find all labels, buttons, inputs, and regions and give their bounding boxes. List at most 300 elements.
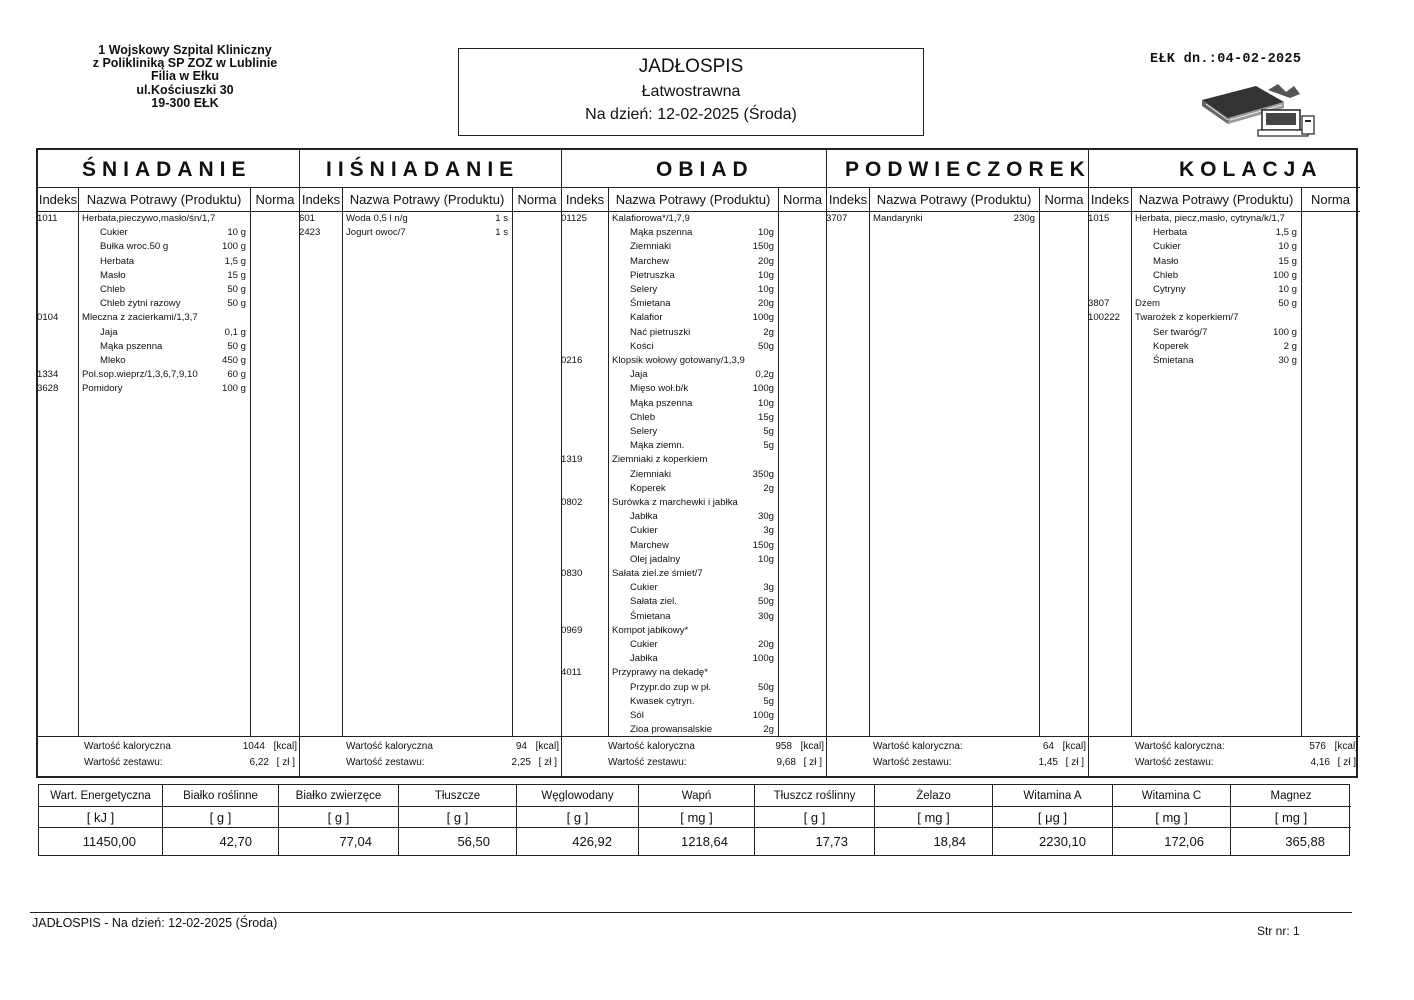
column-headers	[827, 188, 1088, 212]
diet-name: Łatwostrawna	[641, 83, 741, 100]
item-norm: 2 g	[1283, 340, 1297, 352]
item-index: 0830	[561, 568, 583, 579]
kcal-unit: [kcal]	[800, 741, 824, 752]
list-item	[562, 652, 826, 666]
meal-items	[562, 212, 826, 736]
list-item	[1089, 326, 1360, 340]
meal-column	[1089, 150, 1360, 776]
item-name: Herbata	[1153, 227, 1188, 239]
item-norm: 50g	[757, 340, 774, 352]
name-header: Nazwa Potrawy (Produktu)	[86, 192, 242, 207]
nutrient-column	[39, 785, 163, 855]
item-norm: 15g	[757, 411, 774, 423]
item-index: 0104	[37, 312, 59, 324]
item-name: Sałata ziel.ze śmiet/7	[612, 568, 703, 579]
nutrient-label: Białko zwierzęce	[279, 785, 398, 807]
item-norm: 100 g	[221, 383, 246, 395]
list-item	[38, 297, 299, 311]
item-name: Pol.sop.wieprz/1,3,6,7,9,10	[82, 369, 198, 381]
item-norm: 2g	[763, 326, 774, 338]
item-norm: 100g	[752, 312, 774, 324]
item-norm: 5g	[763, 426, 774, 437]
nutrient-column	[517, 785, 639, 855]
list-item	[1089, 340, 1360, 354]
item-name: Bułka wroc.50 g	[100, 241, 169, 253]
cost-unit: [ zł ]	[276, 757, 295, 768]
item-norm: 50g	[757, 681, 774, 693]
name-header: Nazwa Potrawy (Produktu)	[1138, 192, 1294, 207]
list-item	[38, 255, 299, 269]
list-item	[562, 681, 826, 695]
list-item	[562, 524, 826, 538]
item-name: Dżem	[1135, 298, 1161, 310]
list-item	[562, 666, 826, 680]
item-norm: 100g	[752, 710, 774, 721]
nutrient-unit: [ g ]	[279, 807, 398, 828]
list-item	[1089, 240, 1360, 254]
nutrient-value: 172,06	[1164, 834, 1204, 849]
norm-header: Norma	[1310, 192, 1350, 207]
kcal-unit: [kcal]	[1334, 741, 1358, 752]
item-name: Koperek	[630, 482, 666, 494]
nutrient-label: Wapń	[639, 785, 754, 807]
item-name: Chleb	[1153, 269, 1179, 281]
cost-unit: [ zł ]	[538, 757, 557, 768]
menu-table	[36, 148, 1358, 778]
item-index: 0216	[561, 355, 583, 366]
nutrient-column	[163, 785, 279, 855]
item-norm: 50 g	[1278, 298, 1297, 310]
institution-line: z Polikliniką SP ZOZ w Lublinie	[92, 56, 278, 71]
meal-items	[38, 212, 299, 736]
cost-label: Wartość zestawu:	[346, 757, 425, 768]
item-name: Jogurt owoc/7	[346, 227, 406, 239]
nutrient-unit: [ mg ]	[1113, 807, 1230, 828]
institution-line: Filia w Ełku	[150, 69, 220, 84]
item-norm: 1 s	[495, 227, 508, 239]
item-name: Cukier	[630, 639, 658, 650]
cost-label: Wartość zestawu:	[608, 757, 687, 768]
nutrient-label: Wart. Energetyczna	[39, 785, 162, 807]
item-name: Sałata ziel.	[630, 596, 677, 608]
item-norm: 1,5 g	[224, 255, 246, 267]
column-headers	[562, 188, 826, 212]
item-name: Ziemniaki	[630, 468, 672, 480]
nutrient-unit: [ g ]	[399, 807, 516, 828]
item-norm: 10g	[757, 227, 774, 239]
cost-unit: [ zł ]	[1337, 757, 1356, 768]
list-item	[38, 382, 299, 396]
nutrient-value: 1218,64	[681, 834, 728, 849]
item-name: Herbata,pieczywo,masło/śn/1,7	[82, 213, 216, 224]
cost-unit: [ zł ]	[1065, 757, 1084, 768]
item-norm: 1 s	[495, 213, 508, 224]
item-name: Pomidory	[82, 383, 123, 395]
item-index: 3628	[37, 383, 59, 395]
nutrient-value: 365,88	[1285, 834, 1325, 849]
nutrient-label: Tłuszcze	[399, 785, 516, 807]
item-norm: 30g	[757, 610, 774, 622]
nutrient-label: Witamina C	[1113, 785, 1230, 807]
item-index: 1334	[37, 369, 59, 381]
issue-date: EŁK dn.:04-02-2025	[1150, 52, 1302, 67]
name-header: Nazwa Potrawy (Produktu)	[876, 192, 1032, 207]
nutrient-unit: [ mg ]	[1231, 807, 1351, 828]
meal-column	[562, 150, 827, 776]
list-item	[562, 595, 826, 609]
item-name: Masło	[1153, 255, 1179, 267]
item-index: 1011	[37, 213, 58, 224]
list-item	[562, 624, 826, 638]
list-item	[300, 226, 561, 240]
item-norm: 100 g	[1272, 326, 1297, 338]
list-item	[562, 283, 826, 297]
item-norm: 0,2g	[755, 369, 774, 381]
list-item	[562, 453, 826, 467]
item-norm: 30g	[757, 511, 774, 523]
list-item	[38, 340, 299, 354]
item-name: Chleb	[630, 411, 656, 423]
item-norm: 0,1 g	[224, 326, 246, 338]
nutrient-label: Białko roślinne	[163, 785, 278, 807]
item-name: Chleb	[100, 284, 126, 295]
item-name: Chleb żytni razowy	[100, 298, 181, 310]
item-norm: 10 g	[1278, 241, 1297, 253]
item-norm: 50g	[757, 596, 774, 608]
column-headers	[1089, 188, 1360, 212]
item-name: Kwasek cytryn.	[630, 695, 695, 707]
kcal-label: Wartość kaloryczna	[608, 741, 695, 752]
nutrient-value: 17,73	[815, 834, 848, 849]
list-item	[1089, 255, 1360, 269]
list-item	[562, 496, 826, 510]
item-name: Sól	[630, 710, 644, 721]
meal-items	[300, 212, 561, 736]
nutrient-value: 18,84	[933, 834, 966, 849]
item-name: Masło	[100, 269, 126, 281]
meal-summary	[562, 736, 826, 776]
list-item	[562, 425, 826, 439]
meal-title: IIŚNIADANIE	[300, 150, 561, 188]
item-index: 601	[299, 213, 316, 224]
nutrient-label: Witamina A	[993, 785, 1112, 807]
list-item	[562, 539, 826, 553]
page-number: Str nr: 1	[1257, 924, 1300, 938]
item-norm: 50 g	[227, 340, 246, 352]
list-item	[38, 240, 299, 254]
list-item	[1089, 311, 1360, 325]
list-item	[562, 553, 826, 567]
nutrient-label: Żelazo	[875, 785, 992, 807]
item-norm: 10 g	[1278, 284, 1297, 295]
list-item	[562, 212, 826, 226]
list-item	[562, 326, 826, 340]
item-name: Mandarynki	[873, 213, 923, 224]
list-item	[562, 439, 826, 453]
nutrient-unit: [ mg ]	[875, 807, 992, 828]
meal-title: PODWIECZOREK	[827, 150, 1088, 188]
nutrient-value: 426,92	[572, 834, 612, 849]
index-header: Indeks	[565, 192, 605, 207]
item-name: Jabłka	[630, 511, 658, 523]
item-name: Mleko	[100, 355, 126, 366]
list-item	[38, 283, 299, 297]
item-name: Herbata	[100, 255, 135, 267]
nutrient-value: 42,70	[219, 834, 252, 849]
list-item	[38, 368, 299, 382]
item-norm: 10g	[757, 284, 774, 295]
cost-label: Wartość zestawu:	[873, 757, 952, 768]
item-name: Klopsik wołowy gotowany/1,3,9	[612, 355, 745, 366]
index-header: Indeks	[1090, 192, 1130, 207]
item-name: Jabłka	[630, 653, 658, 665]
meal-column	[300, 150, 562, 776]
nutrient-value: 77,04	[339, 834, 372, 849]
book-and-computer-icon	[1198, 80, 1320, 140]
item-norm: 60 g	[227, 369, 246, 381]
list-item	[562, 581, 826, 595]
item-norm: 450 g	[221, 355, 246, 366]
item-index: 4011	[561, 667, 582, 679]
item-name: Selery	[630, 426, 658, 437]
nutrient-column	[639, 785, 755, 855]
item-norm: 10g	[757, 553, 774, 565]
footer-divider	[30, 912, 1352, 913]
item-name: Kalafiorowa*/1,7,9	[612, 213, 690, 224]
kcal-unit: [kcal]	[273, 741, 297, 752]
item-norm: 10g	[757, 269, 774, 281]
name-header: Nazwa Potrawy (Produktu)	[349, 192, 505, 207]
item-name: Kości	[630, 340, 654, 352]
item-norm: 2g	[763, 482, 774, 494]
item-name: Śmietana	[630, 298, 671, 310]
institution-line: 1 Wojskowy Szpital Kliniczny	[98, 43, 272, 57]
cost-label: Wartość zestawu:	[84, 757, 163, 768]
meal-summary	[300, 736, 561, 776]
item-norm: 3g	[763, 582, 774, 594]
cost-unit: [ zł ]	[803, 757, 822, 768]
nutrient-unit: [ kJ ]	[39, 807, 162, 828]
item-norm: 30 g	[1278, 355, 1297, 366]
list-item	[1089, 283, 1360, 297]
item-name: Woda 0,5 l n/g	[346, 213, 408, 224]
meal-items	[1089, 212, 1360, 736]
list-item	[562, 255, 826, 269]
item-name: Śmietana	[630, 610, 671, 622]
item-norm: 350g	[752, 468, 774, 480]
list-item	[38, 269, 299, 283]
item-name: Pietruszka	[630, 269, 675, 281]
meal-title: KOLACJA	[1089, 150, 1360, 188]
institution-line: ul.Kościuszki 30	[136, 82, 234, 97]
meal-summary	[1089, 736, 1360, 776]
kcal-unit: [kcal]	[1062, 741, 1086, 752]
item-norm: 100 g	[1272, 269, 1297, 281]
item-name: Marchew	[630, 539, 669, 551]
item-norm: 50 g	[227, 298, 246, 310]
cost-value: 1,45	[1038, 757, 1058, 768]
list-item	[562, 411, 826, 425]
item-norm: 150g	[752, 241, 774, 253]
list-item	[1089, 354, 1360, 368]
item-name: Herbata, piecz,masło, cytryna/k/1,7	[1135, 213, 1285, 224]
nutrition-table	[38, 784, 1350, 856]
list-item	[562, 468, 826, 482]
nutrient-label: Magnez	[1231, 785, 1351, 807]
norm-header: Norma	[782, 192, 822, 207]
title-box	[458, 48, 924, 136]
item-name: Jaja	[100, 326, 118, 338]
item-norm: 150g	[752, 539, 774, 551]
nutrient-column	[1231, 785, 1351, 855]
list-item	[562, 269, 826, 283]
institution-header	[40, 44, 330, 110]
nutrient-label: Tłuszcz roślinny	[755, 785, 874, 807]
list-item	[827, 212, 1088, 226]
item-index: 01125	[561, 213, 587, 224]
institution-line: 19-300 EŁK	[151, 95, 219, 110]
list-item	[562, 482, 826, 496]
item-index: 100222	[1088, 312, 1121, 324]
meal-summary	[827, 736, 1088, 776]
item-index: 1319	[561, 454, 583, 466]
list-item	[562, 510, 826, 524]
list-item	[38, 326, 299, 340]
item-name: Cytryny	[1153, 284, 1186, 295]
item-name: Cukier	[630, 582, 658, 594]
footer-text: JADŁOSPIS - Na dzień: 12-02-2025 (Środa)	[32, 916, 278, 930]
list-item	[562, 368, 826, 382]
item-norm: 50 g	[227, 284, 246, 295]
nutrient-value: 2230,10	[1039, 834, 1086, 849]
item-name: Mąka ziemn.	[630, 440, 685, 452]
nutrient-column	[875, 785, 993, 855]
list-item	[562, 695, 826, 709]
item-index: 2423	[299, 227, 321, 239]
item-norm: 100 g	[221, 241, 246, 253]
nutrient-value: 56,50	[457, 834, 490, 849]
item-norm: 20g	[757, 255, 774, 267]
item-name: Przyprawy na dekadę*	[612, 667, 708, 679]
index-header: Indeks	[301, 192, 341, 207]
kcal-value: 958	[775, 741, 792, 752]
item-name: Mięso woł.b/k	[630, 383, 689, 395]
item-norm: 3g	[763, 525, 774, 537]
item-norm: 100g	[752, 383, 774, 395]
nutrient-unit: [ g ]	[517, 807, 638, 828]
list-item	[38, 311, 299, 325]
item-index: 0802	[561, 497, 583, 508]
item-name: Kompot jabłkowy*	[612, 624, 689, 636]
meal-column	[38, 150, 300, 776]
item-name: Koperek	[1153, 340, 1189, 352]
meal-column	[827, 150, 1089, 776]
name-header: Nazwa Potrawy (Produktu)	[615, 192, 771, 207]
document-title: JADŁOSPIS	[638, 56, 744, 77]
item-norm: 15 g	[1278, 255, 1297, 267]
item-name: Nać pietruszki	[630, 326, 691, 338]
kcal-unit: [kcal]	[535, 741, 559, 752]
item-index: 1015	[1088, 213, 1110, 224]
cost-value: 6,22	[249, 757, 269, 768]
item-name: Zioa prowansalskie	[630, 724, 713, 736]
item-name: Marchew	[630, 255, 669, 267]
list-item	[300, 212, 561, 226]
list-item	[38, 212, 299, 226]
kcal-value: 1044	[242, 741, 265, 752]
norm-header: Norma	[255, 192, 295, 207]
item-index: 3807	[1088, 298, 1110, 310]
item-name: Kalafior	[630, 312, 663, 324]
item-index: 3707	[826, 213, 848, 224]
item-norm: 10 g	[227, 227, 246, 239]
item-name: Olej jadalny	[630, 553, 681, 565]
list-item	[562, 311, 826, 325]
column-headers	[300, 188, 561, 212]
list-item	[562, 297, 826, 311]
list-item	[1089, 226, 1360, 240]
nutrient-unit: [ mg ]	[639, 807, 754, 828]
norm-header: Norma	[517, 192, 557, 207]
index-header: Indeks	[38, 192, 78, 207]
list-item	[562, 240, 826, 254]
nutrient-column	[1113, 785, 1231, 855]
list-item	[562, 638, 826, 652]
item-norm: 2g	[763, 724, 774, 736]
cost-label: Wartość zestawu:	[1135, 757, 1214, 768]
item-name: Surówka z marchewki i jabłka	[612, 497, 738, 508]
item-norm: 10g	[757, 397, 774, 409]
menu-date: Na dzień: 12-02-2025 (Środa)	[585, 106, 797, 123]
item-name: Przypr.do zup w pł.	[630, 681, 712, 693]
item-norm: 5g	[763, 440, 774, 452]
kcal-value: 576	[1309, 741, 1326, 752]
item-name: Mąka pszenna	[100, 340, 163, 352]
list-item	[562, 610, 826, 624]
kcal-value: 64	[1042, 741, 1054, 752]
nutrient-column	[755, 785, 875, 855]
item-norm: 15 g	[227, 269, 246, 281]
list-item	[38, 226, 299, 240]
list-item	[562, 382, 826, 396]
cost-value: 2,25	[511, 757, 531, 768]
item-name: Cukier	[100, 227, 128, 239]
item-norm: 5g	[763, 695, 774, 707]
item-name: Mleczna z zacierkami/1,3,7	[82, 312, 198, 324]
list-item	[1089, 297, 1360, 311]
nutrient-column	[399, 785, 517, 855]
norm-header: Norma	[1044, 192, 1084, 207]
cost-value: 9,68	[776, 757, 796, 768]
cost-value: 4,16	[1310, 757, 1330, 768]
meal-items	[827, 212, 1088, 736]
meal-title: OBIAD	[562, 150, 826, 188]
item-index: 0969	[561, 624, 583, 636]
meal-title: ŚNIADANIE	[38, 150, 299, 188]
kcal-label: Wartość kaloryczna	[346, 741, 433, 752]
item-name: Ser twaróg/7	[1153, 326, 1208, 338]
list-item	[562, 567, 826, 581]
list-item	[562, 709, 826, 723]
nutrient-column	[993, 785, 1113, 855]
item-name: Cukier	[1153, 241, 1181, 253]
kcal-label: Wartość kaloryczna	[84, 741, 171, 752]
item-norm: 20g	[757, 639, 774, 650]
item-name: Ziemniaki z koperkiem	[612, 454, 708, 466]
nutrient-unit: [ μg ]	[993, 807, 1112, 828]
list-item	[562, 340, 826, 354]
list-item	[1089, 269, 1360, 283]
